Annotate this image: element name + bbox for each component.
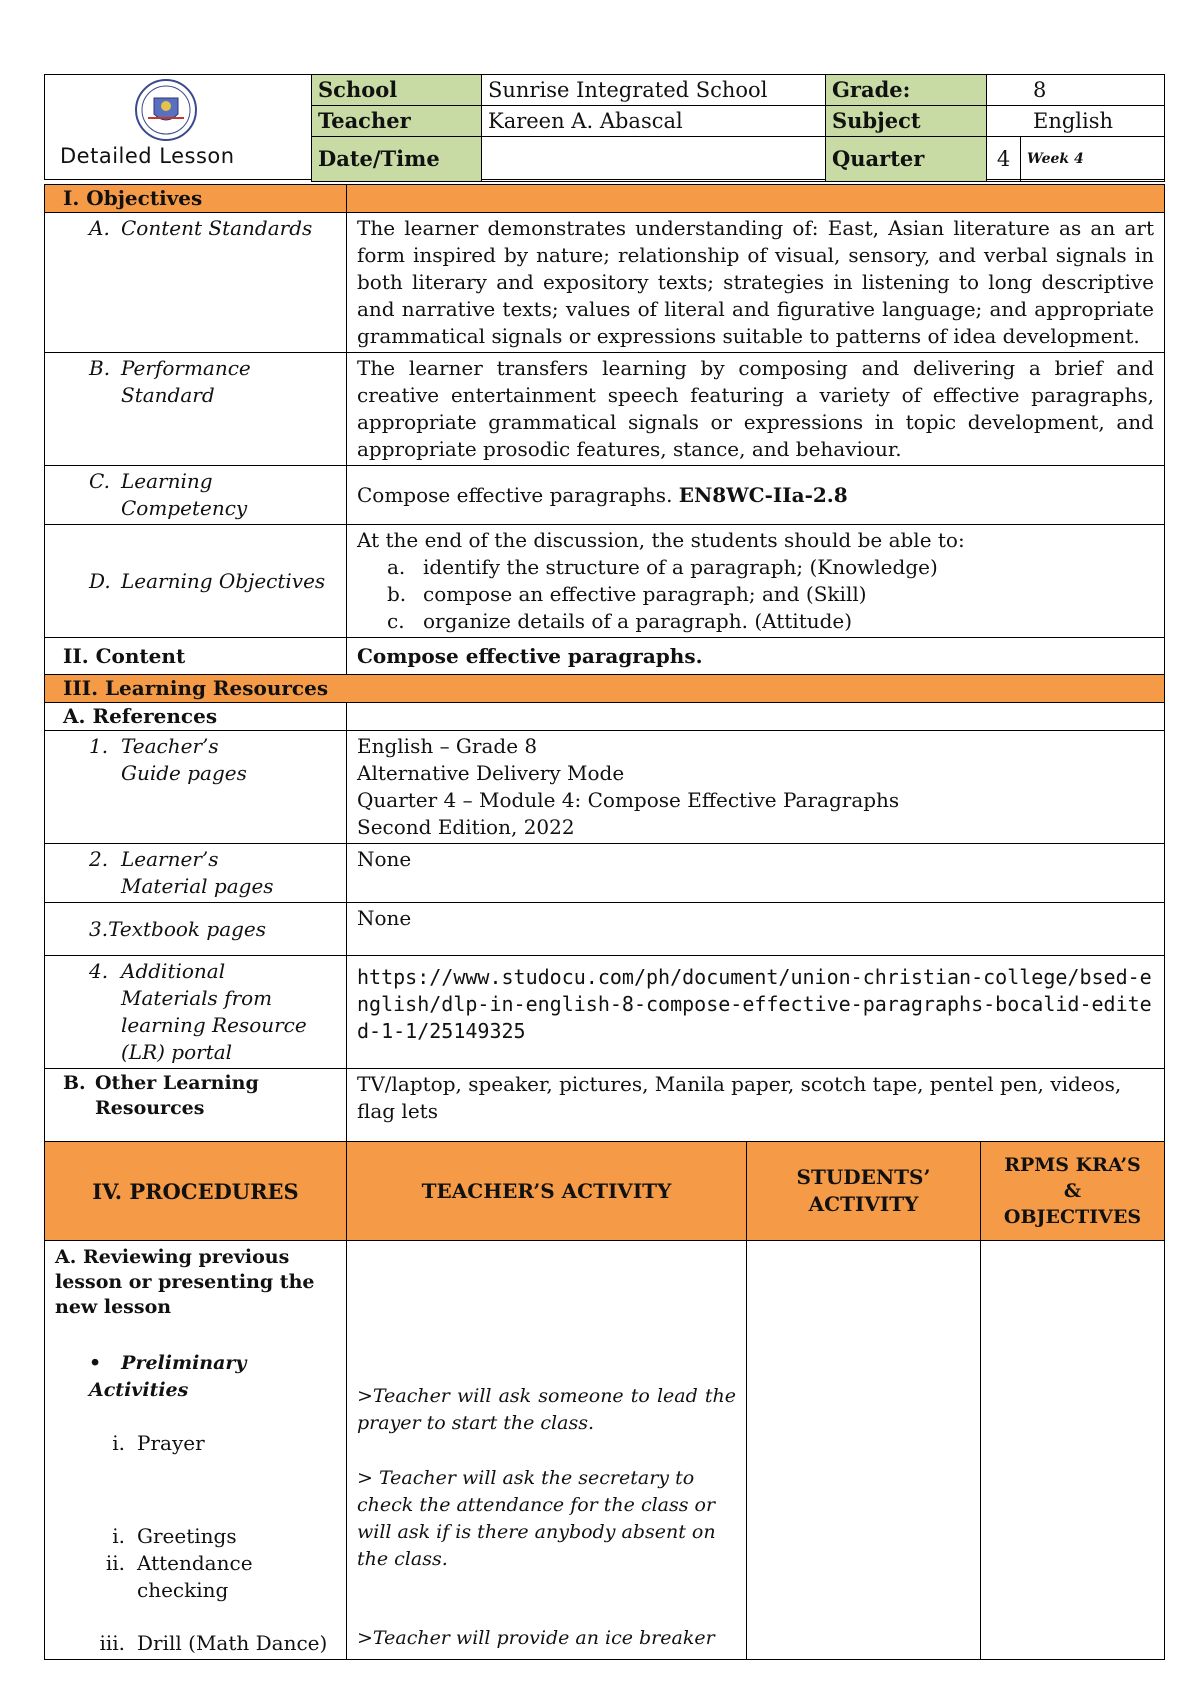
label-text: Performance Standard	[121, 356, 251, 407]
rpms-heading: RPMS KRA’S & OBJECTIVES	[981, 1142, 1165, 1241]
additional-materials-label	[45, 956, 347, 1069]
label-text: Textbook pages	[108, 916, 267, 941]
list-item	[387, 554, 1154, 581]
lesson-table	[44, 184, 1165, 1660]
label-text: Learner’s Material pages	[121, 847, 274, 898]
textbook-label	[45, 903, 347, 956]
performance-standard-text: The learner transfers learning by composing and delivering a brief and creative entertainment speech featuring a variety of effective paragraphs, appropriate grammatical signals or expressions in topic development, and appropriate prosodic features, stance, and behaviour.	[347, 353, 1165, 466]
step-attendance	[55, 1550, 336, 1604]
label-text: Learning Objectives	[121, 568, 326, 593]
rpms-cell	[981, 1241, 1165, 1660]
content-standards-label	[45, 213, 347, 353]
num-4: 4.	[89, 959, 109, 983]
label-text: Teacher’s Guide pages	[121, 734, 247, 785]
document-title: Detailed Lesson	[60, 144, 235, 168]
learning-competency-label	[45, 466, 347, 525]
label-text: Learning Competency	[121, 469, 248, 520]
attendance-activity: > Teacher will ask the secretary to check the attendance for the class or will ask if is there anybody absent on the class.	[357, 1467, 716, 1570]
step-text: Attendance checking	[137, 1551, 253, 1602]
step-drill	[55, 1630, 336, 1657]
objectives-intro: At the end of the discussion, the students should be able to:	[357, 528, 965, 552]
teacher-value: Kareen A. Abascal	[482, 106, 826, 137]
quarter-value: 4	[987, 137, 1021, 182]
prelim-text: Preliminary Activities	[89, 1352, 247, 1401]
competency-code: EN8WC-IIa-2.8	[678, 482, 848, 507]
performance-standard-label	[45, 353, 347, 466]
school-label: School	[312, 75, 482, 106]
teachers-guide-label	[45, 731, 347, 844]
list-text: organize details of a paragraph. (Attitude)	[423, 609, 853, 633]
teachers-activity-heading: TEACHER’S ACTIVITY	[347, 1142, 747, 1241]
letter-b: B.	[89, 356, 111, 380]
roman-num: ii.	[105, 1551, 125, 1575]
teacher-label: Teacher	[312, 106, 482, 137]
drill-activity: >Teacher will provide an ice breaker	[357, 1627, 715, 1649]
list-marker: c.	[387, 609, 405, 633]
students-activity-heading: STUDENTS’ ACTIVITY	[747, 1142, 981, 1241]
objectives-list	[357, 554, 1154, 635]
learning-objectives-cell	[347, 525, 1165, 638]
other-resources-value: TV/laptop, speaker, pictures, Manila paper, scotch tape, pentel pen, videos, flag lets	[347, 1069, 1165, 1142]
preliminary-activities	[55, 1350, 336, 1404]
roman-num: i.	[112, 1524, 125, 1548]
list-marker: b.	[387, 582, 407, 606]
competency-text: Compose effective paragraphs.	[357, 482, 673, 507]
letter-d: D.	[89, 568, 111, 593]
teacher-activity-cell	[347, 1241, 747, 1660]
list-item	[387, 581, 1154, 608]
procedures-steps-cell	[45, 1241, 347, 1660]
students-activity-cell	[747, 1241, 981, 1660]
step-text: Prayer	[137, 1431, 205, 1455]
datetime-label: Date/Time	[312, 137, 482, 182]
learners-material-label	[45, 844, 347, 903]
content-value: Compose effective paragraphs.	[347, 638, 1165, 675]
list-marker: a.	[387, 555, 406, 579]
list-text: compose an effective paragraph; and (Skill)	[423, 582, 867, 606]
reviewing-lesson-title: A. Reviewing previous lesson or presenting the new lesson	[55, 1246, 315, 1318]
references-empty	[347, 703, 1165, 731]
teachers-guide-value	[347, 731, 1165, 844]
ref-line: English – Grade 8	[357, 734, 538, 758]
subject-value: English	[987, 106, 1165, 137]
step-prayer	[55, 1430, 336, 1457]
datetime-value	[482, 137, 826, 182]
portal-link[interactable]: https://www.studocu.com/ph/document/union-christian-college/bsed-english/dlp-in-english-8-compose-effective-paragraphs-bocalid-edited-1-1/25149325	[347, 956, 1165, 1069]
references-heading: A. References	[45, 703, 347, 731]
label-text: Content Standards	[121, 216, 313, 240]
list-item	[387, 608, 1154, 635]
school-value: Sunrise Integrated School	[482, 75, 826, 106]
other-resources-label	[45, 1069, 347, 1142]
step-text: Drill (Math Dance)	[137, 1631, 328, 1655]
letter-c: C.	[89, 469, 110, 493]
grade-label: Grade:	[826, 75, 987, 106]
prayer-activity: >Teacher will ask someone to lead the prayer to start the class.	[357, 1385, 736, 1434]
content-heading: II. Content	[45, 638, 347, 675]
ref-line: Alternative Delivery Mode	[357, 761, 625, 785]
content-standards-text: The learner demonstrates understanding of: East, Asian literature as an art form inspired by nature; relationship of visual, sensory, and verbal signals in both literary and expository texts; strategies in listening to long descriptive and narrative texts; values of literal and figurative language; and appropriate grammatical signals or expressions suitable to patterns of idea development.	[347, 213, 1165, 353]
learning-objectives-label	[45, 525, 347, 638]
quarter-label: Quarter	[826, 137, 987, 182]
letter-b: B.	[63, 1072, 86, 1094]
week-value: Week 4	[1021, 137, 1165, 182]
label-text: Additional Materials from learning Resource (LR) portal	[121, 959, 307, 1064]
resources-heading: III. Learning Resources	[45, 675, 1165, 703]
objectives-heading: I. Objectives	[45, 185, 347, 213]
header-table	[311, 74, 1165, 182]
label-text: Other Learning Resources	[95, 1072, 259, 1119]
subject-label: Subject	[826, 106, 987, 137]
step-text: Greetings	[137, 1524, 237, 1548]
num-2: 2.	[89, 847, 109, 871]
objectives-heading-fill	[347, 185, 1165, 213]
learners-material-value: None	[347, 844, 1165, 903]
learning-competency-text	[347, 466, 1165, 525]
roman-num: i.	[112, 1431, 125, 1455]
step-greetings	[55, 1523, 336, 1550]
letter-a: A.	[89, 216, 110, 240]
ref-line: Second Edition, 2022	[357, 815, 575, 839]
list-text: identify the structure of a paragraph; (Knowledge)	[423, 555, 938, 579]
grade-value: 8	[987, 75, 1165, 106]
bullet-icon: •	[89, 1352, 102, 1374]
roman-num: iii.	[99, 1631, 125, 1655]
num-3: 3.	[89, 916, 109, 941]
ref-line: Quarter 4 – Module 4: Compose Effective Paragraphs	[357, 788, 900, 812]
procedures-heading: IV. PROCEDURES	[45, 1142, 347, 1241]
num-1: 1.	[89, 734, 109, 758]
textbook-value: None	[347, 903, 1165, 956]
